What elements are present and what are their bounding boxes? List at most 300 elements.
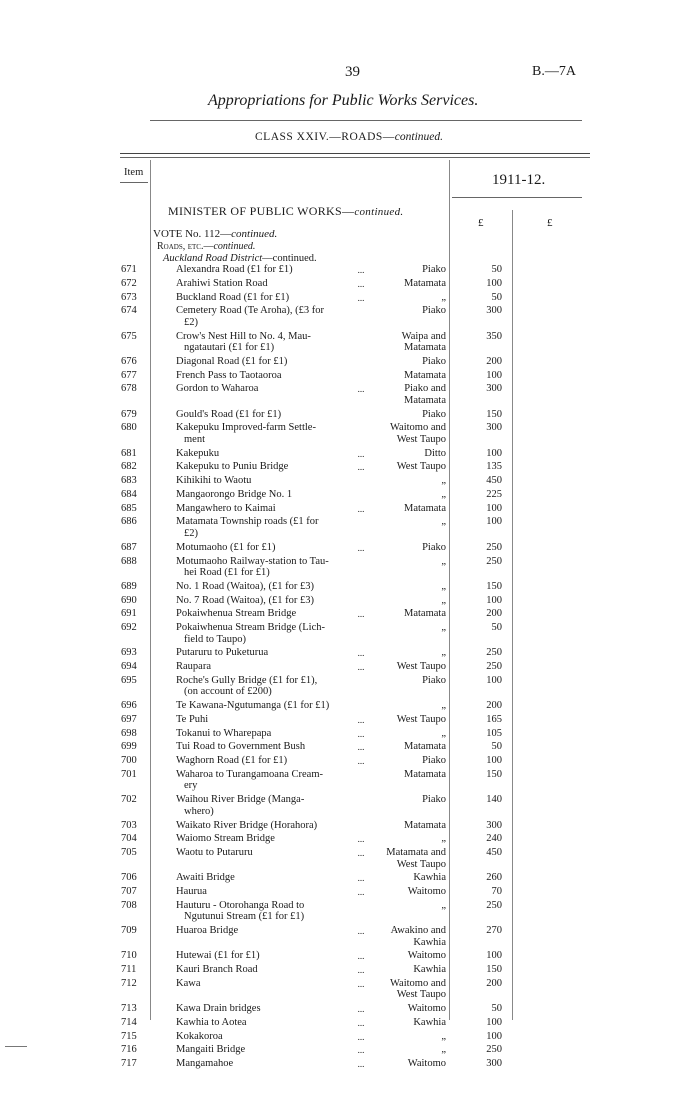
amount-value: 135 [486, 461, 502, 473]
road-description: £2) [184, 316, 198, 328]
county-name: „ [441, 1030, 446, 1042]
table-row [0, 755, 700, 767]
county-name: „ [441, 622, 446, 634]
item-number: 701 [121, 768, 137, 780]
item-number: 710 [121, 950, 137, 962]
leader-dots: ... [357, 978, 365, 989]
item-number: 692 [121, 622, 137, 634]
leader-dots: ... [357, 1059, 365, 1070]
item-number: 679 [121, 408, 137, 420]
road-description: (on account of £200) [184, 686, 272, 698]
county-name: „ [441, 899, 446, 911]
leader-dots: ... [357, 873, 365, 884]
table-row [0, 661, 700, 673]
leader-dots: ... [357, 1017, 365, 1028]
county-name: Waitomo and [389, 422, 446, 434]
table-row [0, 647, 700, 659]
amount-value: 100 [486, 755, 502, 767]
amount-value: 300 [486, 383, 502, 395]
road-description: ery [184, 780, 198, 792]
item-number: 672 [121, 277, 137, 289]
item-number: 680 [121, 422, 137, 434]
road-description: Alexandra Road (£1 for £1) [176, 264, 293, 275]
road-description: Haurua [176, 886, 207, 898]
margin-mark [5, 1046, 27, 1047]
county-name: „ [441, 475, 446, 487]
amount-value: 270 [486, 925, 502, 937]
district-subheading-cont: —continued. [262, 253, 317, 264]
table-row [0, 820, 700, 832]
table-row [0, 542, 700, 554]
item-number: 695 [121, 674, 137, 686]
minister-heading-cont: continued. [354, 206, 404, 218]
road-description: ngatautari (£1 for £1) [184, 342, 275, 354]
district-subheading-main: Auckland Road District [163, 253, 263, 264]
item-number: 675 [121, 330, 137, 342]
class-heading-main: CLASS XXIV.—ROADS— [255, 131, 395, 143]
item-number: 715 [121, 1030, 137, 1042]
road-description: Mangaiti Bridge [176, 1044, 246, 1056]
table-row [0, 741, 700, 753]
table-row [0, 833, 700, 845]
amount-value: 150 [486, 408, 502, 420]
leader-dots: ... [357, 503, 365, 514]
amount-value: 200 [486, 700, 502, 712]
table-row [0, 370, 700, 382]
table-row [0, 964, 700, 976]
amount-value: 300 [486, 305, 502, 317]
table-row [0, 900, 700, 923]
roads-subheading-cont: continued. [213, 241, 256, 252]
road-description: Pokaiwhenua Stream Bridge (Lich- [176, 622, 325, 634]
amount-value: 100 [486, 594, 502, 606]
pound-sign-col2: £ [547, 217, 553, 229]
item-number: 684 [121, 488, 137, 500]
road-description: Hauturu - Otorohanga Road to [176, 899, 305, 911]
minister-heading [168, 204, 403, 219]
item-number: 681 [121, 447, 137, 459]
county-name: „ [441, 555, 446, 567]
leader-dots: ... [357, 1045, 365, 1056]
county-name: „ [441, 1044, 446, 1056]
county-name: West Taupo [396, 661, 446, 673]
leader-dots: ... [357, 728, 365, 739]
subtitle-rule [150, 120, 582, 121]
item-number: 708 [121, 899, 137, 911]
table-row [0, 595, 700, 607]
road-description: Mangamahoe [176, 1058, 234, 1070]
road-description: Ngutunui Stream (£1 for £1) [184, 911, 305, 923]
amount-value: 200 [486, 977, 502, 989]
item-number: 706 [121, 872, 137, 884]
document-reference: B.—7A [532, 64, 576, 79]
road-description: Mangawhero to Kaimai [176, 502, 276, 514]
table-row [0, 886, 700, 898]
item-number: 677 [121, 369, 137, 381]
road-description: Raupara [176, 661, 211, 673]
leader-dots: ... [357, 648, 365, 659]
leader-dots: ... [357, 542, 365, 553]
table-row [0, 489, 700, 501]
county-name: „ [441, 516, 446, 528]
county-name: Piako [422, 355, 446, 367]
road-description: ment [184, 433, 205, 445]
road-description: £2) [184, 527, 198, 539]
item-number: 690 [121, 594, 137, 606]
leader-dots: ... [357, 951, 365, 962]
table-row [0, 622, 700, 645]
road-description: Arahiwi Station Road [176, 277, 268, 289]
leader-dots: ... [357, 742, 365, 753]
road-description: field to Taupo) [184, 633, 247, 645]
amount-value: 150 [486, 580, 502, 592]
item-number: 686 [121, 516, 137, 528]
amount-value: 165 [486, 713, 502, 725]
item-number: 714 [121, 1016, 137, 1028]
table-row [0, 1031, 700, 1043]
amount-value: 100 [486, 502, 502, 514]
road-description: Gould's Road (£1 for £1) [176, 408, 282, 420]
table-row [0, 872, 700, 884]
item-number: 693 [121, 647, 137, 659]
item-number: 694 [121, 661, 137, 673]
county-name: Matamata [404, 369, 446, 381]
amount-value: 100 [486, 1016, 502, 1028]
table-row [0, 925, 700, 948]
county-name: Kawhia [413, 936, 446, 948]
county-name: Matamata [404, 819, 446, 831]
table-row [0, 978, 700, 1001]
road-description: Putaruru to Puketurua [176, 647, 269, 659]
item-number: 671 [121, 264, 137, 275]
leader-dots: ... [357, 714, 365, 725]
vote-heading-main: VOTE No. 112— [153, 228, 232, 240]
item-number: 676 [121, 355, 137, 367]
county-name: Waitomo [407, 1003, 446, 1015]
roads-subheading [157, 241, 255, 252]
county-name: West Taupo [396, 858, 446, 870]
county-name: „ [441, 700, 446, 712]
item-number: 698 [121, 727, 137, 739]
amount-value: 250 [486, 1044, 502, 1056]
county-name: Awakino and [390, 925, 446, 937]
road-description: Pokaiwhenua Stream Bridge [176, 608, 297, 620]
leader-dots: ... [357, 965, 365, 976]
county-name: Kawhia [413, 964, 446, 976]
amount-value: 100 [486, 277, 502, 289]
item-number: 683 [121, 475, 137, 487]
county-name: West Taupo [396, 989, 446, 1001]
item-header-underline [120, 182, 148, 183]
county-name: Waitomo and [389, 977, 446, 989]
table-row [0, 516, 700, 539]
item-number: 704 [121, 833, 137, 845]
amount-value: 100 [486, 674, 502, 686]
item-number: 703 [121, 819, 137, 831]
road-description: Kawhia to Aotea [176, 1016, 247, 1028]
county-name: Waitomo [407, 950, 446, 962]
item-number: 691 [121, 608, 137, 620]
table-row [0, 847, 700, 870]
item-number: 689 [121, 580, 137, 592]
item-number: 687 [121, 541, 137, 553]
road-description: Waiomo Stream Bridge [176, 833, 275, 845]
road-description: Cemetery Road (Te Aroha), (£3 for [176, 305, 324, 317]
county-name: Piako [422, 794, 446, 806]
road-description: Waghorn Road (£1 for £1) [176, 755, 288, 767]
class-heading-cont: continued. [394, 131, 444, 143]
item-number: 705 [121, 847, 137, 858]
leader-dots: ... [357, 926, 365, 937]
amount-value: 450 [486, 475, 502, 487]
county-name: „ [441, 580, 446, 592]
amount-value: 50 [491, 1003, 502, 1015]
amount-value: 300 [486, 819, 502, 831]
amount-value: 250 [486, 899, 502, 911]
county-name: Piako [422, 305, 446, 317]
county-name: „ [441, 488, 446, 500]
county-name: Matamata and [386, 847, 446, 858]
amount-value: 70 [491, 886, 502, 898]
table-row [0, 1017, 700, 1029]
leader-dots: ... [357, 278, 365, 289]
road-description: Tokanui to Wharepapa [176, 727, 272, 739]
road-description: Gordon to Waharoa [176, 383, 259, 395]
table-row [0, 503, 700, 515]
road-description: No. 1 Road (Waitoa), (£1 for £3) [176, 580, 314, 592]
county-name: Waitomo [407, 1058, 446, 1070]
amount-value: 150 [486, 964, 502, 976]
county-name: „ [441, 594, 446, 606]
table-row [0, 448, 700, 460]
item-number: 678 [121, 383, 137, 395]
amount-value: 450 [486, 847, 502, 858]
table-row [0, 1044, 700, 1056]
amount-value: 50 [491, 622, 502, 634]
minister-heading-main: MINISTER OF PUBLIC WORKS— [168, 204, 355, 218]
class-heading [255, 131, 443, 143]
amount-value: 50 [491, 741, 502, 753]
item-number: 713 [121, 1003, 137, 1015]
table-row [0, 1058, 700, 1070]
county-name: Waipa and [401, 330, 446, 342]
amount-value: 200 [486, 608, 502, 620]
item-number: 685 [121, 502, 137, 514]
amount-value: 140 [486, 794, 502, 806]
table-top-rule-inner [120, 157, 590, 158]
road-description: Roche's Gully Bridge (£1 for £1), [176, 674, 318, 686]
road-description: Mangaorongo Bridge No. 1 [176, 488, 293, 500]
amount-value: 100 [486, 950, 502, 962]
amount-value: 300 [486, 422, 502, 434]
county-name: Matamata [404, 608, 446, 620]
amount-value: 350 [486, 330, 502, 342]
item-number: 699 [121, 741, 137, 753]
item-number: 696 [121, 700, 137, 712]
county-name: Ditto [424, 447, 446, 459]
amount-value: 50 [491, 264, 502, 275]
leader-dots: ... [357, 848, 365, 858]
table-row [0, 475, 700, 487]
pound-sign-col1: £ [478, 217, 484, 229]
road-description: French Pass to Taotaoroa [176, 369, 282, 381]
leader-dots: ... [357, 462, 365, 473]
county-name: Kawhia [413, 1016, 446, 1028]
table-row [0, 292, 700, 304]
road-description: hei Road (£1 for £1) [184, 567, 270, 579]
road-description: Waharoa to Turangamoana Cream- [176, 768, 323, 780]
table-row [0, 794, 700, 817]
road-description: Kakepuku to Puniu Bridge [176, 461, 289, 473]
table-row [0, 769, 700, 792]
road-description: Kakepuku [176, 447, 220, 459]
road-description: Awaiti Bridge [176, 872, 235, 884]
page-subtitle: Appropriations for Public Works Services. [208, 92, 479, 109]
county-name: West Taupo [396, 433, 446, 445]
road-description: Waihou River Bridge (Manga- [176, 794, 305, 806]
leader-dots: ... [357, 756, 365, 767]
leader-dots: ... [357, 292, 365, 303]
amount-value: 240 [486, 833, 502, 845]
county-name: „ [441, 727, 446, 739]
table-row [0, 409, 700, 421]
table-row [0, 305, 700, 328]
leader-dots: ... [357, 834, 365, 845]
vote-heading-cont: continued. [231, 228, 278, 240]
road-description: Kawa Drain bridges [176, 1003, 261, 1015]
table-row [0, 422, 700, 445]
amount-value: 105 [486, 727, 502, 739]
county-name: West Taupo [396, 713, 446, 725]
county-name: Matamata [404, 741, 446, 753]
county-name: Piako [422, 755, 446, 767]
county-name: Waitomo [407, 886, 446, 898]
table-row [0, 581, 700, 593]
table-row [0, 383, 700, 406]
amount-value: 300 [486, 1058, 502, 1070]
roads-subheading-main: Roads, etc.— [157, 241, 214, 252]
column-header-year: 1911-12. [492, 172, 546, 188]
year-header-underline [452, 197, 582, 198]
amount-value: 200 [486, 355, 502, 367]
county-name: Piako and [404, 383, 446, 395]
table-row [0, 264, 700, 276]
item-number: 711 [121, 964, 137, 976]
county-name: Piako [422, 674, 446, 686]
leader-dots: ... [357, 609, 365, 620]
amount-value: 100 [486, 516, 502, 528]
table-row [0, 461, 700, 473]
item-number: 674 [121, 305, 137, 317]
amount-value: 225 [486, 488, 502, 500]
road-description: Te Kawana-Ngutumanga (£1 for £1) [176, 700, 330, 712]
table-row [0, 700, 700, 712]
leader-dots: ... [357, 265, 365, 275]
leader-dots: ... [357, 1031, 365, 1042]
item-number: 697 [121, 713, 137, 725]
district-subheading [163, 253, 317, 264]
item-number: 702 [121, 794, 137, 806]
amount-value: 150 [486, 768, 502, 780]
county-name: Matamata [404, 768, 446, 780]
road-description: Waikato River Bridge (Horahora) [176, 819, 318, 831]
county-name: Matamata [404, 394, 446, 406]
table-row [0, 331, 700, 354]
item-number: 682 [121, 461, 137, 473]
road-description: Kawa [176, 977, 201, 989]
road-description: Motumaoho (£1 for £1) [176, 541, 276, 553]
county-name: Piako [422, 264, 446, 275]
road-description: Matamata Township roads (£1 for [176, 516, 319, 528]
vote-heading [153, 228, 277, 240]
amount-value: 100 [486, 369, 502, 381]
road-description: Crow's Nest Hill to No. 4, Mau- [176, 330, 311, 342]
road-description: Hutewai (£1 for £1) [176, 950, 260, 962]
amount-value: 250 [486, 647, 502, 659]
table-row [0, 728, 700, 740]
road-description: Kakepuku Improved-farm Settle- [176, 422, 316, 434]
item-number: 717 [121, 1058, 137, 1070]
leader-dots: ... [357, 887, 365, 898]
county-name: Matamata [404, 502, 446, 514]
table-row [0, 714, 700, 726]
table-row [0, 608, 700, 620]
table-row [0, 950, 700, 962]
table-row [0, 356, 700, 368]
county-name: „ [441, 647, 446, 659]
county-name: Piako [422, 408, 446, 420]
road-description: Buckland Road (£1 for £1) [176, 291, 290, 303]
county-name: „ [441, 833, 446, 845]
item-number: 688 [121, 555, 137, 567]
road-description: Diagonal Road (£1 for £1) [176, 355, 288, 367]
amount-value: 100 [486, 447, 502, 459]
leader-dots: ... [357, 448, 365, 459]
table-top-rule [120, 153, 590, 154]
leader-dots: ... [357, 1004, 365, 1015]
road-description: Waotu to Putaruru [176, 847, 253, 858]
road-description: Kokakoroa [176, 1030, 223, 1042]
item-number: 673 [121, 291, 137, 303]
amount-value: 250 [486, 661, 502, 673]
item-number: 707 [121, 886, 137, 898]
road-description: Motumaoho Railway-station to Tau- [176, 555, 329, 567]
item-number: 709 [121, 925, 137, 937]
table-row [0, 1003, 700, 1015]
amount-value: 250 [486, 555, 502, 567]
item-number: 712 [121, 977, 137, 989]
item-number: 716 [121, 1044, 137, 1056]
page-number: 39 [345, 64, 360, 80]
county-name: Piako [422, 541, 446, 553]
amount-value: 50 [491, 291, 502, 303]
road-description: whero) [184, 805, 214, 817]
road-description: No. 7 Road (Waitoa), (£1 for £3) [176, 594, 314, 606]
item-number: 700 [121, 755, 137, 767]
amount-value: 260 [486, 872, 502, 884]
county-name: Kawhia [413, 872, 446, 884]
column-header-item: Item [124, 167, 144, 178]
amount-value: 250 [486, 541, 502, 553]
road-description: Te Puhi [176, 713, 209, 725]
leader-dots: ... [357, 662, 365, 673]
county-name: Matamata [404, 342, 446, 354]
amount-value: 100 [486, 1030, 502, 1042]
road-description: Kihikihi to Waotu [176, 475, 252, 487]
road-description: Tui Road to Government Bush [176, 741, 306, 753]
table-row [0, 278, 700, 290]
table-row [0, 675, 700, 698]
